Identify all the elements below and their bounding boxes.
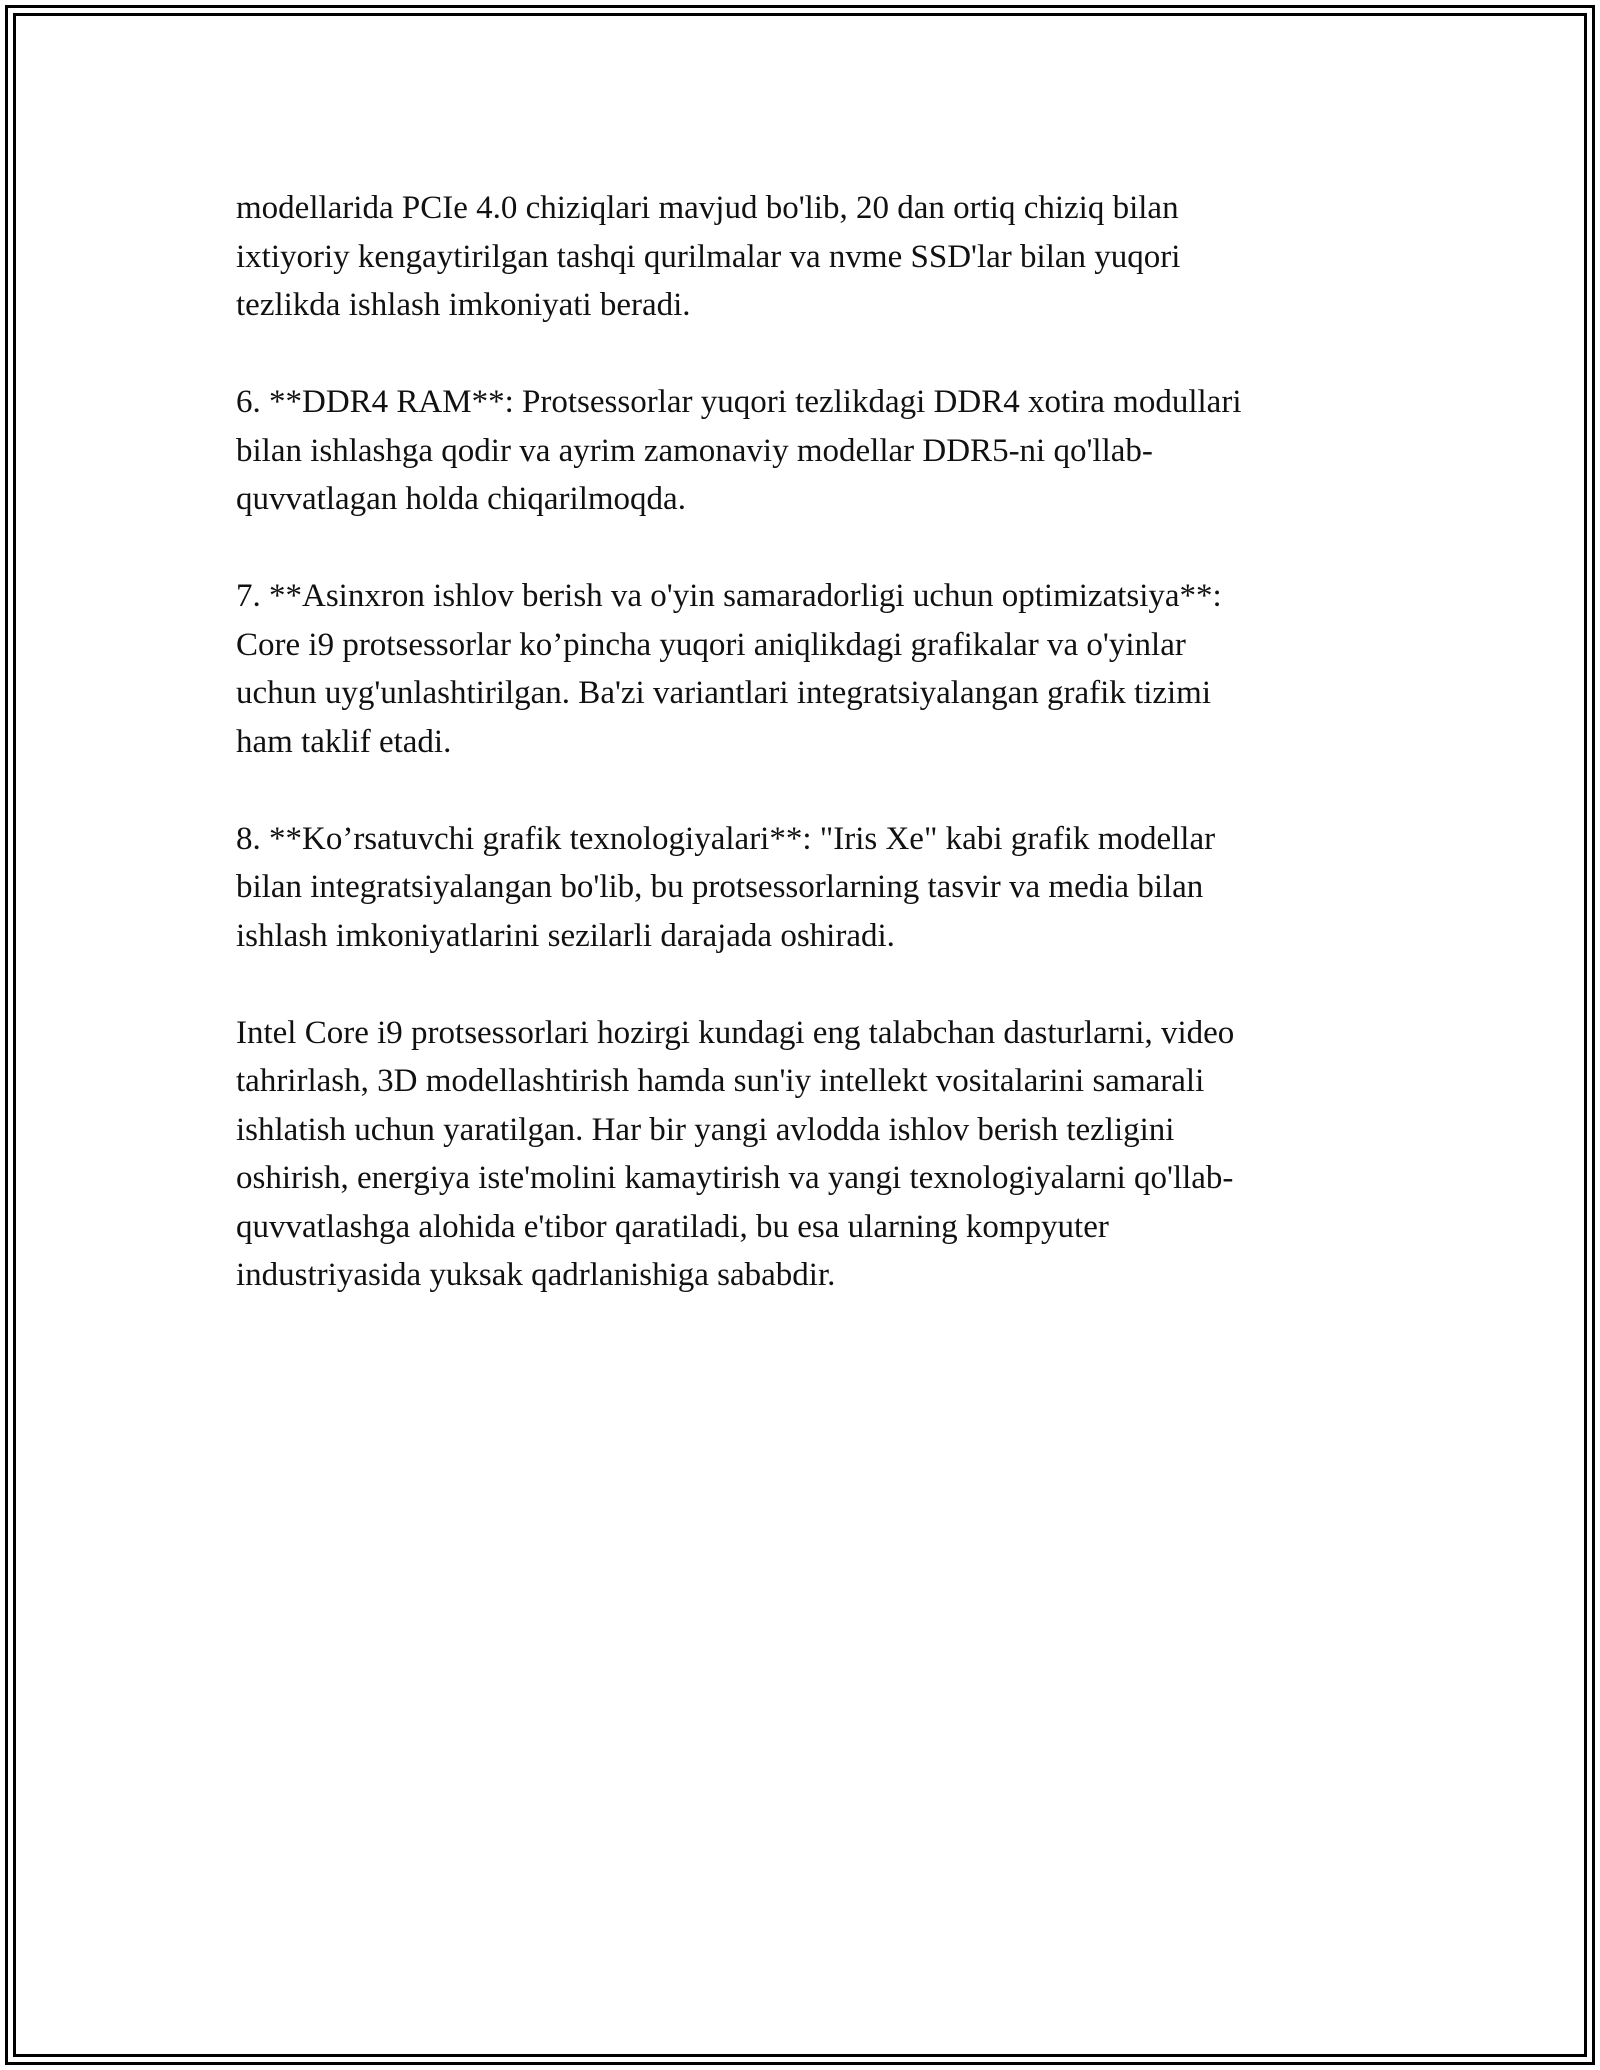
paragraph-pcie-continuation: modellarida PCIe 4.0 chiziqlari mavjud bo'lib, 20 dan ortiq chiziq bilan ixtiyoriy kengaytirilgan tashqi qurilmalar va nvme SSD'lar bilan yuqori tezlikda ishlash imkoniyati beradi. [236,190,1181,323]
document-body [236,184,1386,1348]
paragraph-ddr4-ram: 6. **DDR4 RAM**: Protsessorlar yuqori tezlikdagi DDR4 xotira modullari bilan ishlashga qodir va ayrim zamonaviy modellar DDR5-ni qo'llab- quvvatlagan holda chiqarilmoqda. [236,384,1242,517]
paragraph-graphics-technologies: 8. **Ko’rsatuvchi grafik texnologiyalari**: "Iris Xe" kabi grafik modellar bilan integratsiyalangan bo'lib, bu protsessorlarning tasvir va media bilan ishlash imkoniyatlarini sezilarli darajada oshiradi. [236,820,1216,954]
paragraph-conclusion: Intel Core i9 protsessorlari hozirgi kundagi eng talabchan dasturlarni, video tahrirlash, 3D modellashtirish hamda sun'iy intellekt vositalarini samarali ishlatish uchun yaratilgan. Har bir yangi avlodda ishlov berish tezligini oshirish, energiya iste'molini kamaytirish va yangi texnologiyalarni qo'llab- quvvatlashga alohida e'tibor qaratiladi, bu esa ularning kompyuter industriyasida yuksak qadrlanishiga sababdir. [236,1014,1235,1293]
paragraph-async-gaming-optimization: 7. **Asinxron ishlov berish va o'yin samaradorligi uchun optimizatsiya**: Core i9 protsessorlar ko’pincha yuqori aniqlikdagi grafikalar va o'yinlar uchun uyg'unlashtirilgan. Ba'zi variantlari integratsiyalangan grafik tizimi ham taklif etadi. [236,578,1222,760]
